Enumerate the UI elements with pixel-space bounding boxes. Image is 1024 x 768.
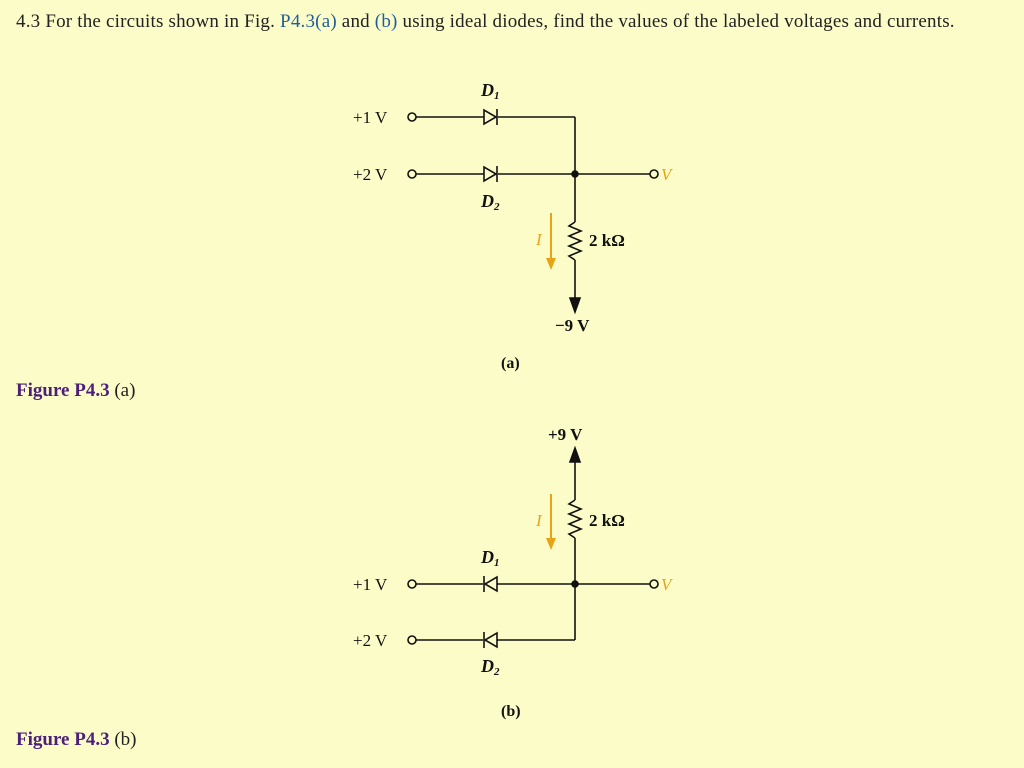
resistor-b bbox=[569, 500, 581, 538]
diode-a-d2 bbox=[484, 166, 497, 182]
junction-b bbox=[572, 581, 578, 587]
figure-caption-b-main: Figure P4.3 bbox=[16, 729, 110, 750]
figure-ref-a: P4.3(a) bbox=[280, 11, 337, 32]
label-b-resistor: 2 kΩ bbox=[589, 511, 625, 530]
problem-text-before: For the circuits shown in Fig. bbox=[45, 11, 281, 32]
label-b-current: I bbox=[536, 511, 542, 530]
label-a-current: I bbox=[536, 230, 542, 249]
diode-b-d2 bbox=[484, 632, 497, 648]
current-arrow-b bbox=[546, 494, 556, 550]
circuit-a bbox=[408, 109, 658, 312]
problem-text-and: and bbox=[336, 11, 375, 32]
supply-arrow-b bbox=[570, 448, 580, 462]
label-a-resistor: 2 kΩ bbox=[589, 231, 625, 250]
problem-text-after: using ideal diodes, find the values of the labeled voltages and currents. bbox=[397, 11, 955, 32]
terminal-a-2v bbox=[408, 170, 416, 178]
terminal-b-output bbox=[650, 580, 658, 588]
label-b-source2: +2 V bbox=[353, 631, 388, 650]
figure-caption-a-main: Figure P4.3 bbox=[16, 380, 110, 401]
figure-ref-b: (b) bbox=[374, 11, 398, 32]
label-b-d1: D1 bbox=[481, 547, 500, 569]
label-b-output: V bbox=[661, 575, 672, 594]
label-a-source2: +2 V bbox=[353, 165, 388, 184]
label-b-sublabel: (b) bbox=[501, 703, 521, 720]
problem-number: 4.3 bbox=[16, 11, 41, 32]
terminal-a-1v bbox=[408, 113, 416, 121]
diode-b-d1 bbox=[484, 576, 497, 592]
current-arrow-a bbox=[546, 213, 556, 270]
label-a-source1: +1 V bbox=[353, 108, 388, 127]
terminal-b-1v bbox=[408, 580, 416, 588]
circuit-b bbox=[408, 448, 658, 648]
label-a-supply: −9 V bbox=[555, 316, 590, 335]
figure-caption-b-part: (b) bbox=[114, 729, 137, 750]
label-a-sublabel: (a) bbox=[501, 355, 520, 372]
label-a-output: V bbox=[661, 165, 672, 184]
figure-caption-a-part: (a) bbox=[114, 380, 136, 401]
label-a-d2: D2 bbox=[481, 191, 500, 213]
diode-a-d1 bbox=[484, 109, 497, 125]
supply-arrow-a bbox=[570, 298, 580, 312]
label-b-source1: +1 V bbox=[353, 575, 388, 594]
label-b-d2: D2 bbox=[481, 656, 500, 678]
resistor-a bbox=[569, 222, 581, 260]
label-a-d1: D1 bbox=[481, 80, 500, 102]
label-b-supply: +9 V bbox=[548, 425, 583, 444]
terminal-a-output bbox=[650, 170, 658, 178]
terminal-b-2v bbox=[408, 636, 416, 644]
